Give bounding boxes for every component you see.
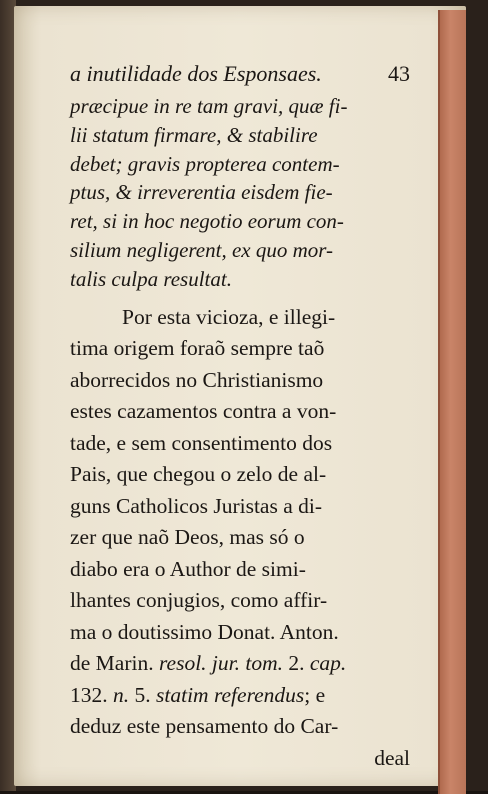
citation-line — [70, 648, 410, 680]
citation-volume: 2. — [283, 651, 310, 676]
text-line: zer que naõ Deos, mas só o — [70, 525, 305, 550]
text-line: talis culpa resultat. — [70, 266, 232, 291]
text-line: ret, si in hoc negotio eorum con- — [70, 209, 344, 234]
text-line: ptus, & irreverentia eisdem fie- — [70, 180, 333, 205]
citation-number-label: n. — [113, 682, 130, 707]
citation-work: resol. jur. tom. — [158, 651, 284, 676]
text-line: Pais, que chegou o zelo de al- — [70, 462, 327, 487]
catchword: deal — [374, 745, 410, 770]
latin-quotation — [70, 92, 410, 294]
text-line: estes cazamentos contra a von- — [70, 399, 337, 424]
text-line: aborrecidos no Christianismo — [70, 367, 324, 392]
text-line: ma o doutissimo Donat. Anton. — [70, 619, 339, 644]
text-line: præcipue in re tam gravi, quæ fi- — [70, 94, 348, 118]
text-line: Por esta vicioza, e illegi- — [122, 304, 336, 329]
citation-author: de Marin. — [70, 651, 159, 676]
text-line: diabo era o Author de simi- — [70, 556, 306, 581]
text-line: tima origem foraõ sempre taõ — [70, 336, 325, 361]
text-block — [70, 58, 410, 774]
running-head: a inutilidade dos Esponsaes. — [70, 61, 322, 86]
page-edge — [438, 10, 466, 794]
text-line: deduz este pensamento do Car- — [70, 714, 339, 739]
body-paragraph — [70, 302, 410, 775]
page-header — [70, 58, 410, 90]
text-line: silium negligerent, ex quo mor- — [70, 237, 334, 262]
citation-line — [70, 680, 410, 712]
citation-number: 5. — [129, 682, 156, 707]
citation-chapter: cap. — [309, 651, 347, 676]
text-line: debet; gravis propterea contem- — [70, 151, 340, 176]
text-line: lii statum firmare, & stabilire — [70, 122, 318, 147]
citation-phrase: statim referendus — [156, 682, 305, 707]
book-page — [14, 6, 466, 786]
citation-chapter-num: 132. — [70, 682, 113, 707]
citation-trailing: ; e — [304, 682, 326, 707]
text-line: guns Catholicos Juristas a di- — [70, 493, 323, 518]
page-number: 43 — [388, 61, 410, 86]
text-line: lhantes conjugios, como affir- — [70, 588, 328, 613]
text-line: tade, e sem consentimento dos — [70, 430, 333, 455]
